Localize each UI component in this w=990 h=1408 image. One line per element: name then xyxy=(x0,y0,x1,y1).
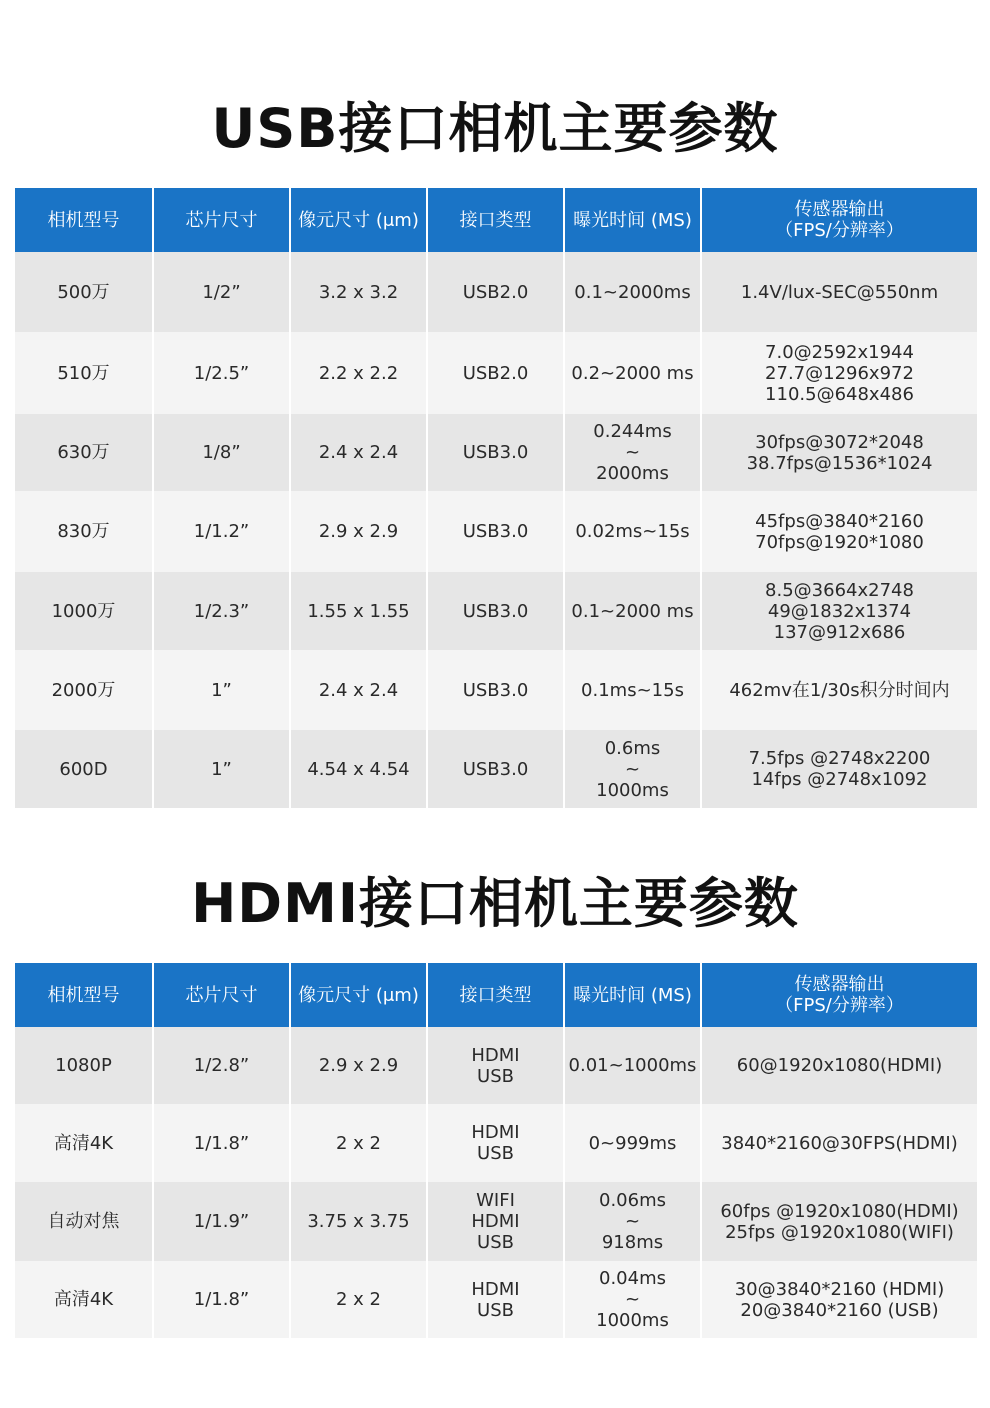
cell-text: 25fps @1920x1080(WIFI) xyxy=(725,1221,954,1243)
cell-sensor-output xyxy=(701,1182,977,1261)
cell-chip-size xyxy=(153,332,290,414)
cell-exposure xyxy=(564,1104,701,1182)
cell-text: 1/2.5” xyxy=(193,362,250,384)
hdmi-table-header-row xyxy=(15,963,977,1027)
cell-text: HDMI xyxy=(471,1278,520,1300)
cell-text: USB2.0 xyxy=(462,362,529,384)
cell-text: 60fps @1920x1080(HDMI) xyxy=(720,1200,959,1222)
usb-spec-table xyxy=(15,188,977,808)
cell-text: 7.5fps @2748x2200 xyxy=(748,748,931,769)
table-row xyxy=(15,572,977,650)
cell-sensor-output xyxy=(701,1027,977,1104)
cell-text: 8.5@3664x2748 xyxy=(765,579,914,601)
cell-text: USB xyxy=(477,1232,514,1253)
cell-interface xyxy=(427,252,564,332)
cell-text: 1000万 xyxy=(51,600,116,622)
cell-text: 2000万 xyxy=(51,679,116,701)
cell-text: 2.4 x 2.4 xyxy=(318,679,399,701)
cell-exposure xyxy=(564,1261,701,1338)
cell-text: 7.0@2592x1944 xyxy=(765,341,914,363)
hdmi-section-title: HDMI接口相机主要参数 xyxy=(191,872,799,935)
cell-interface xyxy=(427,332,564,414)
column-header-sensor-output xyxy=(701,188,977,252)
cell-text: 1.55 x 1.55 xyxy=(307,600,410,622)
column-header-sensor-output xyxy=(701,963,977,1027)
cell-text: ~ xyxy=(624,758,641,780)
cell-exposure xyxy=(564,414,701,491)
cell-text: 1000ms xyxy=(596,1310,669,1331)
column-header-exposure: 曝光时间 (MS) xyxy=(564,963,701,1027)
cell-model xyxy=(15,1104,153,1182)
cell-text: 0.02ms~15s xyxy=(575,521,690,542)
cell-text: 高清4K xyxy=(53,1132,114,1154)
usb-section-title: USB接口相机主要参数 xyxy=(211,97,779,160)
cell-text: 600D xyxy=(59,758,108,780)
table-row xyxy=(15,1182,977,1261)
cell-pixel-size xyxy=(290,1104,427,1182)
cell-exposure xyxy=(564,491,701,572)
cell-exposure xyxy=(564,1027,701,1104)
cell-text: 918ms xyxy=(601,1232,664,1253)
cell-sensor-output xyxy=(701,1104,977,1182)
cell-text: 70fps@1920*1080 xyxy=(755,531,924,553)
cell-chip-size xyxy=(153,650,290,730)
cell-text: USB3.0 xyxy=(462,442,529,463)
cell-text: ~ xyxy=(624,1211,641,1232)
table-row xyxy=(15,252,977,332)
cell-text: 27.7@1296x972 xyxy=(765,362,914,384)
cell-sensor-output xyxy=(701,650,977,730)
cell-text: 4.54 x 4.54 xyxy=(307,758,410,780)
cell-exposure xyxy=(564,332,701,414)
cell-text: USB3.0 xyxy=(462,521,529,542)
cell-text: USB2.0 xyxy=(462,281,529,303)
column-header-pixel-size: 像元尺寸 (μm) xyxy=(290,188,427,252)
cell-model xyxy=(15,650,153,730)
column-header-line: （FPS/分辨率） xyxy=(775,220,904,241)
cell-pixel-size xyxy=(290,1182,427,1261)
cell-text: USB3.0 xyxy=(462,758,529,780)
cell-text: HDMI xyxy=(471,1044,520,1066)
table-row xyxy=(15,730,977,808)
cell-text: 2000ms xyxy=(596,463,669,484)
cell-interface xyxy=(427,1261,564,1338)
cell-text: 1080P xyxy=(55,1055,112,1076)
cell-text: 20@3840*2160 (USB) xyxy=(740,1299,939,1321)
column-header-pixel-size: 像元尺寸 (μm) xyxy=(290,963,427,1027)
cell-interface xyxy=(427,1027,564,1104)
cell-text: USB3.0 xyxy=(462,679,529,701)
cell-model xyxy=(15,572,153,650)
cell-interface xyxy=(427,491,564,572)
cell-text: 1” xyxy=(211,679,232,701)
column-header-line: （FPS/分辨率） xyxy=(775,995,904,1016)
cell-text: 2.2 x 2.2 xyxy=(318,362,399,384)
cell-text: 0.6ms xyxy=(604,737,661,759)
cell-interface xyxy=(427,650,564,730)
table-row xyxy=(15,332,977,414)
table-row xyxy=(15,1104,977,1182)
cell-sensor-output xyxy=(701,572,977,650)
cell-pixel-size xyxy=(290,252,427,332)
column-header-line: 传感器输出 xyxy=(794,199,885,220)
cell-model xyxy=(15,1027,153,1104)
cell-text: 500万 xyxy=(57,281,110,303)
cell-exposure xyxy=(564,1182,701,1261)
cell-text: USB3.0 xyxy=(462,600,529,622)
usb-table-body xyxy=(15,252,977,808)
cell-model xyxy=(15,730,153,808)
cell-chip-size xyxy=(153,1261,290,1338)
cell-pixel-size xyxy=(290,491,427,572)
cell-text: 1/2.3” xyxy=(193,600,250,622)
cell-text: USB xyxy=(477,1143,514,1164)
cell-text: 1/2” xyxy=(202,281,241,303)
cell-text: 2.9 x 2.9 xyxy=(318,521,399,542)
cell-sensor-output xyxy=(701,730,977,808)
cell-text: 0.1~2000 ms xyxy=(571,600,694,622)
cell-pixel-size xyxy=(290,1261,427,1338)
cell-text: 0~999ms xyxy=(588,1132,677,1154)
cell-chip-size xyxy=(153,572,290,650)
usb-table-header-row xyxy=(15,188,977,252)
cell-text: 0.04ms xyxy=(599,1268,666,1289)
cell-sensor-output xyxy=(701,1261,977,1338)
cell-interface xyxy=(427,730,564,808)
cell-text: USB xyxy=(477,1065,514,1087)
cell-model xyxy=(15,414,153,491)
cell-text: 60@1920x1080(HDMI) xyxy=(736,1055,943,1076)
cell-interface xyxy=(427,572,564,650)
cell-text: 0.1~2000ms xyxy=(574,281,691,303)
cell-text: HDMI xyxy=(471,1211,520,1232)
cell-pixel-size xyxy=(290,572,427,650)
cell-text: 1/8” xyxy=(202,442,241,463)
table-row xyxy=(15,1027,977,1104)
table-row xyxy=(15,1261,977,1338)
cell-pixel-size xyxy=(290,414,427,491)
cell-text: 1000ms xyxy=(596,779,669,801)
cell-text: 14fps @2748x1092 xyxy=(751,769,928,790)
cell-chip-size xyxy=(153,1104,290,1182)
column-header-interface: 接口类型 xyxy=(427,963,564,1027)
cell-interface xyxy=(427,1104,564,1182)
cell-sensor-output xyxy=(701,491,977,572)
cell-pixel-size xyxy=(290,730,427,808)
cell-sensor-output xyxy=(701,332,977,414)
cell-chip-size xyxy=(153,252,290,332)
column-header-chip-size: 芯片尺寸 xyxy=(153,188,290,252)
cell-text: 1/1.8” xyxy=(193,1132,250,1154)
table-row xyxy=(15,650,977,730)
table-row xyxy=(15,491,977,572)
cell-text: 45fps@3840*2160 xyxy=(755,510,924,532)
cell-text: 1/1.8” xyxy=(193,1289,250,1310)
cell-text: HDMI xyxy=(471,1122,520,1143)
cell-exposure xyxy=(564,572,701,650)
cell-exposure xyxy=(564,650,701,730)
cell-text: 0.06ms xyxy=(599,1190,666,1211)
cell-text: 3.2 x 3.2 xyxy=(318,281,399,303)
cell-text: 0.244ms xyxy=(593,421,672,442)
cell-chip-size xyxy=(153,491,290,572)
cell-chip-size xyxy=(153,730,290,808)
cell-text: ~ xyxy=(624,1289,641,1310)
cell-text: 1.4V/lux-SEC@550nm xyxy=(740,281,939,303)
cell-chip-size xyxy=(153,414,290,491)
cell-model xyxy=(15,491,153,572)
cell-exposure xyxy=(564,252,701,332)
cell-text: 1/1.2” xyxy=(193,521,250,542)
column-header-line: 传感器输出 xyxy=(794,974,885,995)
cell-text: 630万 xyxy=(57,442,110,463)
cell-text: 2 x 2 xyxy=(336,1289,381,1310)
cell-text: 高清4K xyxy=(53,1289,114,1310)
column-header-chip-size: 芯片尺寸 xyxy=(153,963,290,1027)
cell-model xyxy=(15,1182,153,1261)
cell-text: 3.75 x 3.75 xyxy=(307,1211,410,1232)
column-header-exposure: 曝光时间 (MS) xyxy=(564,188,701,252)
cell-text: 1” xyxy=(211,758,232,780)
cell-text: 0.1ms~15s xyxy=(581,679,684,701)
cell-chip-size xyxy=(153,1182,290,1261)
cell-chip-size xyxy=(153,1027,290,1104)
cell-text: 830万 xyxy=(57,521,110,542)
hdmi-spec-table xyxy=(15,963,977,1338)
cell-sensor-output xyxy=(701,252,977,332)
cell-exposure xyxy=(564,730,701,808)
cell-interface xyxy=(427,414,564,491)
cell-text: 110.5@648x486 xyxy=(765,383,914,405)
cell-text: 3840*2160@30FPS(HDMI) xyxy=(721,1132,958,1154)
cell-model xyxy=(15,332,153,414)
column-header-model: 相机型号 xyxy=(15,963,153,1027)
cell-model xyxy=(15,252,153,332)
cell-text: 510万 xyxy=(57,362,110,384)
cell-text: ~ xyxy=(624,442,641,463)
cell-text: 自动对焦 xyxy=(47,1211,120,1232)
cell-text: 38.7fps@1536*1024 xyxy=(746,452,933,474)
cell-model xyxy=(15,1261,153,1338)
cell-text: 2 x 2 xyxy=(336,1132,381,1154)
cell-text: 30fps@3072*2048 xyxy=(755,431,924,453)
cell-text: 0.01~1000ms xyxy=(568,1055,697,1076)
table-row xyxy=(15,414,977,491)
cell-text: 462mv在1/30s积分时间内 xyxy=(729,679,950,701)
cell-text: USB xyxy=(477,1299,514,1321)
cell-interface xyxy=(427,1182,564,1261)
column-header-interface: 接口类型 xyxy=(427,188,564,252)
column-header-model: 相机型号 xyxy=(15,188,153,252)
cell-sensor-output xyxy=(701,414,977,491)
cell-text: 1/2.8” xyxy=(193,1055,250,1076)
cell-text: 30@3840*2160 (HDMI) xyxy=(734,1278,945,1300)
cell-text: 0.2~2000 ms xyxy=(571,362,694,384)
cell-pixel-size xyxy=(290,1027,427,1104)
cell-text: 49@1832x1374 xyxy=(767,600,912,622)
cell-text: 2.4 x 2.4 xyxy=(318,442,399,463)
cell-pixel-size xyxy=(290,650,427,730)
cell-text: 1/1.9” xyxy=(193,1211,250,1232)
cell-text: 2.9 x 2.9 xyxy=(318,1055,399,1076)
hdmi-table-body xyxy=(15,1027,977,1338)
cell-text: WIFI xyxy=(476,1190,515,1211)
cell-text: 137@912x686 xyxy=(773,621,906,643)
cell-pixel-size xyxy=(290,332,427,414)
